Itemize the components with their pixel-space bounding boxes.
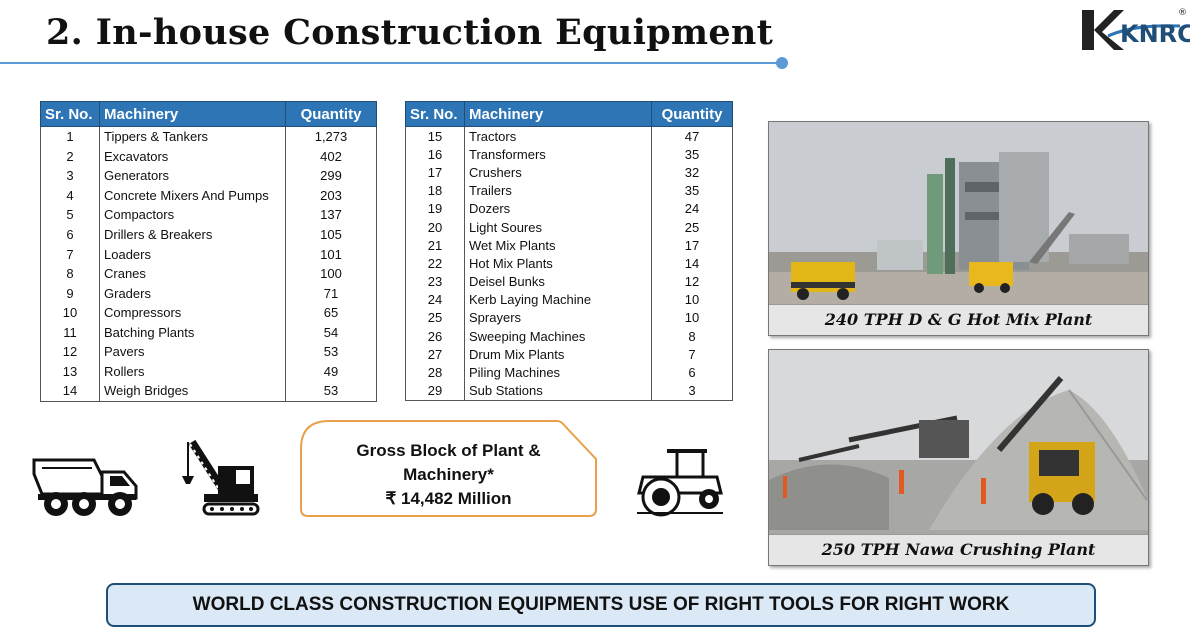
sr-no-cell: 5 xyxy=(41,205,100,225)
machinery-cell: Compactors xyxy=(100,205,286,225)
quantity-cell: 14 xyxy=(652,254,733,272)
sr-no-cell: 16 xyxy=(406,145,465,163)
quantity-cell: 47 xyxy=(652,127,733,146)
table-row xyxy=(406,382,733,401)
sr-no-cell: 21 xyxy=(406,236,465,254)
page-title: 2. In-house Construction Equipment xyxy=(46,12,774,53)
machinery-cell: Loaders xyxy=(100,244,286,264)
table-row xyxy=(41,362,377,382)
quantity-cell: 10 xyxy=(652,291,733,309)
machinery-cell: Kerb Laying Machine xyxy=(465,291,652,309)
quantity-cell: 203 xyxy=(286,186,377,206)
col-header-sr-no: Sr. No. xyxy=(406,102,465,127)
machinery-cell: Deisel Bunks xyxy=(465,273,652,291)
quantity-cell: 137 xyxy=(286,205,377,225)
crane-icon xyxy=(178,436,260,523)
col-header-machinery: Machinery xyxy=(465,102,652,127)
logo-registered-mark: ® xyxy=(1178,8,1187,18)
sr-no-cell: 22 xyxy=(406,254,465,272)
table-row xyxy=(406,327,733,345)
quantity-cell: 7 xyxy=(652,345,733,363)
company-logo xyxy=(1080,6,1190,56)
table-row xyxy=(41,322,377,342)
col-header-quantity: Quantity xyxy=(652,102,733,127)
crushing-plant-photo xyxy=(768,349,1149,566)
table-row xyxy=(406,291,733,309)
table-row xyxy=(41,381,377,401)
machinery-table-right xyxy=(405,101,733,401)
photo-caption: 240 TPH D & G Hot Mix Plant xyxy=(769,304,1148,335)
sr-no-cell: 19 xyxy=(406,200,465,218)
quantity-cell: 17 xyxy=(652,236,733,254)
table-row xyxy=(406,254,733,272)
table-row xyxy=(406,127,733,146)
table-row xyxy=(41,127,377,147)
sr-no-cell: 3 xyxy=(41,166,100,186)
table-row xyxy=(41,244,377,264)
sr-no-cell: 15 xyxy=(406,127,465,146)
table-row xyxy=(406,218,733,236)
sr-no-cell: 20 xyxy=(406,218,465,236)
gross-block-text xyxy=(299,439,598,511)
table-row xyxy=(41,264,377,284)
col-header-sr-no: Sr. No. xyxy=(41,102,100,127)
quantity-cell: 24 xyxy=(652,200,733,218)
machinery-cell: Drum Mix Plants xyxy=(465,345,652,363)
table-row xyxy=(406,200,733,218)
sr-no-cell: 18 xyxy=(406,182,465,200)
machinery-cell: Concrete Mixers And Pumps xyxy=(100,186,286,206)
title-underline-dot xyxy=(776,57,788,69)
table-row xyxy=(406,182,733,200)
table-row xyxy=(406,145,733,163)
sr-no-cell: 27 xyxy=(406,345,465,363)
quantity-cell: 1,273 xyxy=(286,127,377,147)
table-row xyxy=(406,273,733,291)
quantity-cell: 53 xyxy=(286,342,377,362)
machinery-cell: Trailers xyxy=(465,182,652,200)
quantity-cell: 3 xyxy=(652,382,733,401)
sr-no-cell: 28 xyxy=(406,363,465,381)
table-row xyxy=(41,342,377,362)
machinery-cell: Cranes xyxy=(100,264,286,284)
table-row xyxy=(41,186,377,206)
table-row xyxy=(406,363,733,381)
table-row xyxy=(406,309,733,327)
quantity-cell: 299 xyxy=(286,166,377,186)
photo-caption: 250 TPH Nawa Crushing Plant xyxy=(769,534,1148,565)
machinery-cell: Transformers xyxy=(465,145,652,163)
machinery-cell: Tractors xyxy=(465,127,652,146)
quantity-cell: 101 xyxy=(286,244,377,264)
hot-mix-plant-photo xyxy=(768,121,1149,336)
quantity-cell: 402 xyxy=(286,147,377,167)
sr-no-cell: 2 xyxy=(41,147,100,167)
machinery-cell: Excavators xyxy=(100,147,286,167)
table-row xyxy=(406,236,733,254)
quantity-cell: 25 xyxy=(652,218,733,236)
col-header-quantity: Quantity xyxy=(286,102,377,127)
sr-no-cell: 26 xyxy=(406,327,465,345)
table-row xyxy=(41,225,377,245)
quantity-cell: 35 xyxy=(652,145,733,163)
sr-no-cell: 1 xyxy=(41,127,100,147)
sr-no-cell: 7 xyxy=(41,244,100,264)
machinery-cell: Rollers xyxy=(100,362,286,382)
sr-no-cell: 12 xyxy=(41,342,100,362)
quantity-cell: 10 xyxy=(652,309,733,327)
machinery-cell: Pavers xyxy=(100,342,286,362)
machinery-cell: Dozers xyxy=(465,200,652,218)
quantity-cell: 35 xyxy=(652,182,733,200)
machinery-cell: Weigh Bridges xyxy=(100,381,286,401)
sr-no-cell: 9 xyxy=(41,283,100,303)
sr-no-cell: 8 xyxy=(41,264,100,284)
table-row xyxy=(406,345,733,363)
quantity-cell: 12 xyxy=(652,273,733,291)
quantity-cell: 100 xyxy=(286,264,377,284)
gross-block-value: ₹ 14,482 Million xyxy=(385,489,512,508)
table-row xyxy=(41,283,377,303)
machinery-cell: Graders xyxy=(100,283,286,303)
sr-no-cell: 24 xyxy=(406,291,465,309)
sr-no-cell: 17 xyxy=(406,163,465,181)
machinery-cell: Tippers & Tankers xyxy=(100,127,286,147)
sr-no-cell: 11 xyxy=(41,322,100,342)
machinery-cell: Hot Mix Plants xyxy=(465,254,652,272)
machinery-cell: Light Soures xyxy=(465,218,652,236)
dump-truck-icon xyxy=(32,454,140,523)
quantity-cell: 49 xyxy=(286,362,377,382)
machinery-cell: Sprayers xyxy=(465,309,652,327)
footer-banner: WORLD CLASS CONSTRUCTION EQUIPMENTS USE OF RIGHT TOOLS FOR RIGHT WORK xyxy=(106,583,1096,627)
sr-no-cell: 10 xyxy=(41,303,100,323)
sr-no-cell: 4 xyxy=(41,186,100,206)
sr-no-cell: 13 xyxy=(41,362,100,382)
gross-block-line2: Machinery* xyxy=(403,465,494,484)
machinery-cell: Sweeping Machines xyxy=(465,327,652,345)
table-row xyxy=(41,205,377,225)
sr-no-cell: 14 xyxy=(41,381,100,401)
table-row xyxy=(41,147,377,167)
col-header-machinery: Machinery xyxy=(100,102,286,127)
machinery-cell: Wet Mix Plants xyxy=(465,236,652,254)
table-row xyxy=(41,303,377,323)
machinery-cell: Drillers & Breakers xyxy=(100,225,286,245)
machinery-cell: Generators xyxy=(100,166,286,186)
machinery-cell: Batching Plants xyxy=(100,322,286,342)
road-roller-icon xyxy=(637,447,723,522)
quantity-cell: 54 xyxy=(286,322,377,342)
sr-no-cell: 29 xyxy=(406,382,465,401)
quantity-cell: 32 xyxy=(652,163,733,181)
quantity-cell: 71 xyxy=(286,283,377,303)
machinery-cell: Crushers xyxy=(465,163,652,181)
sr-no-cell: 25 xyxy=(406,309,465,327)
machinery-cell: Compressors xyxy=(100,303,286,323)
quantity-cell: 8 xyxy=(652,327,733,345)
machinery-cell: Sub Stations xyxy=(465,382,652,401)
gross-block-line1: Gross Block of Plant & xyxy=(356,441,541,460)
logo-text: KNRC xyxy=(1120,20,1190,48)
table-row xyxy=(41,166,377,186)
title-underline xyxy=(0,62,782,64)
quantity-cell: 65 xyxy=(286,303,377,323)
sr-no-cell: 6 xyxy=(41,225,100,245)
machinery-table-left xyxy=(40,101,377,402)
table-row xyxy=(406,163,733,181)
machinery-cell: Piling Machines xyxy=(465,363,652,381)
quantity-cell: 105 xyxy=(286,225,377,245)
quantity-cell: 53 xyxy=(286,381,377,401)
quantity-cell: 6 xyxy=(652,363,733,381)
sr-no-cell: 23 xyxy=(406,273,465,291)
